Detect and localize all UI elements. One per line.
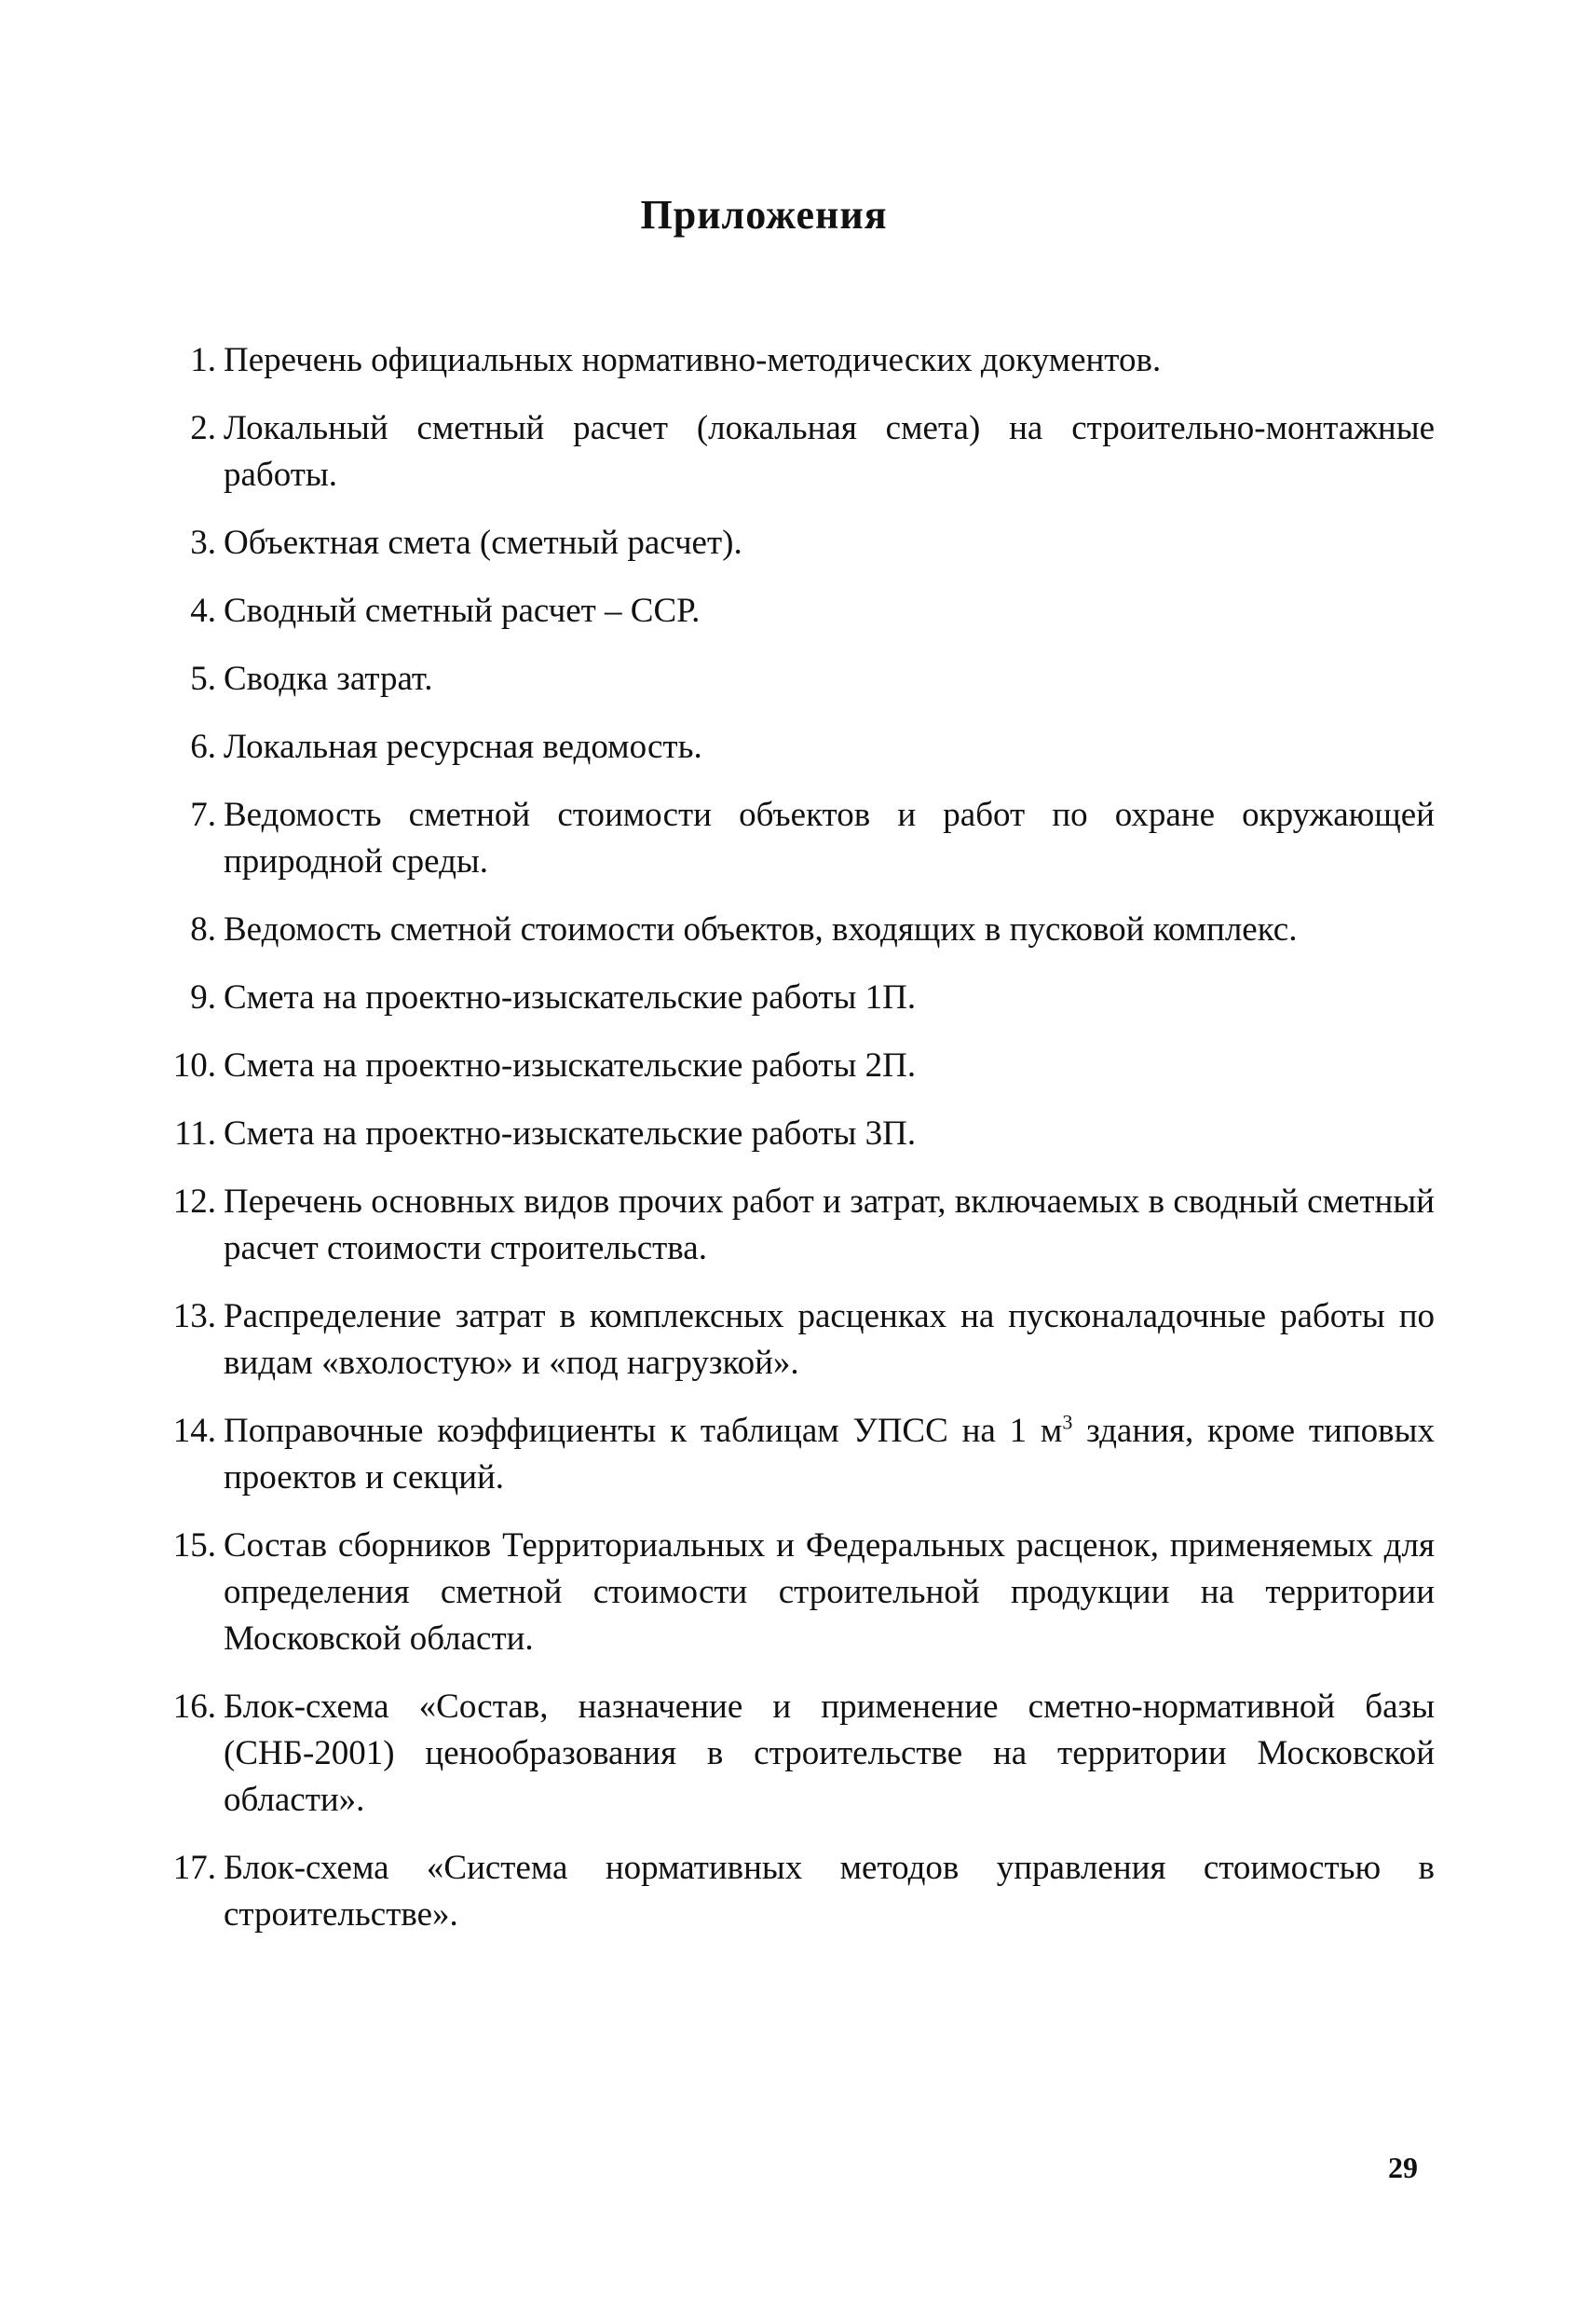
list-item [158, 1043, 1435, 1089]
item-number: 4. [190, 592, 216, 630]
item-text: Блок-схема «Состав, назначение и применение сметно-нормативной базы (СНБ-2001) ценообразования в строительстве на территории Московской области». [224, 1688, 1435, 1819]
list-item [158, 337, 1435, 384]
item-text: Перечень официальных нормативно-методических документов. [224, 341, 1162, 379]
item-number: 12. [172, 1183, 216, 1221]
item-number: 16. [172, 1688, 216, 1726]
list-item [158, 1845, 1435, 1938]
appendix-list [158, 337, 1435, 1960]
item-text: Состав сборников Территориальных и Федеральных расценок, применяемых для определения сметной стоимости строительной продукции на территории Московской области. [224, 1526, 1435, 1658]
item-number: 11. [174, 1114, 216, 1153]
list-item [158, 1684, 1435, 1824]
item-text: Смета на проектно-изыскательские работы 2П. [224, 1046, 917, 1085]
item-text: Сводный сметный расчет – ССР. [224, 592, 701, 630]
item-text: Локальная ресурсная ведомость. [224, 728, 702, 766]
item-number: 10. [172, 1046, 216, 1085]
item-text-after: здания, кроме типовых проектов и секций. [224, 1412, 1435, 1497]
superscript: 3 [1062, 1410, 1073, 1434]
item-text-before: Поправочные коэффициенты к таблицам УПСС на 1 м [224, 1412, 1063, 1450]
item-number: 7. [190, 796, 216, 834]
item-text: Объектная смета (сметный расчет). [224, 524, 742, 562]
item-text: Распределение затрат в комплексных расценках на пусконаладочные работы по видам «вхолостую» и «под нагрузкой». [224, 1297, 1435, 1382]
list-item [158, 520, 1435, 567]
item-text: Сводка затрат. [224, 660, 433, 698]
item-text: Смета на проектно-изыскательские работы 3П. [224, 1114, 917, 1153]
list-item [158, 1408, 1435, 1501]
list-item [158, 588, 1435, 635]
item-number: 14. [172, 1412, 216, 1450]
item-number: 1. [190, 341, 216, 379]
item-text [224, 1412, 1435, 1497]
list-item [158, 405, 1435, 499]
item-number: 15. [172, 1526, 216, 1565]
item-text: Смета на проектно-изыскательские работы 1П. [224, 978, 917, 1017]
list-item [158, 1179, 1435, 1272]
item-text: Перечень основных видов прочих работ и затрат, включаемых в сводный сметный расчет стоимости строительства. [224, 1183, 1435, 1267]
item-text: Ведомость сметной стоимости объектов, входящих в пусковой комплекс. [224, 910, 1298, 949]
item-text: Блок-схема «Система нормативных методов управления стоимостью в строительстве». [224, 1849, 1435, 1934]
list-item [158, 792, 1435, 885]
item-number: 8. [190, 910, 216, 949]
list-item [158, 975, 1435, 1021]
list-item [158, 907, 1435, 953]
list-item [158, 1111, 1435, 1157]
page-title: Приложения [640, 192, 888, 238]
item-number: 6. [190, 728, 216, 766]
page-number: 29 [1388, 2151, 1418, 2184]
list-item [158, 1293, 1435, 1387]
list-item [158, 724, 1435, 771]
item-number: 3. [190, 524, 216, 562]
list-item [158, 1523, 1435, 1662]
item-number: 9. [190, 978, 216, 1017]
item-number: 13. [172, 1297, 216, 1335]
item-text: Локальный сметный расчет (локальная смета) на строительно-монтажные работы. [224, 409, 1435, 494]
item-number: 2. [190, 409, 216, 447]
item-text: Ведомость сметной стоимости объектов и работ по охране окружающей природной среды. [224, 796, 1435, 881]
item-number: 5. [190, 660, 216, 698]
item-number: 17. [172, 1849, 216, 1887]
list-item [158, 656, 1435, 703]
